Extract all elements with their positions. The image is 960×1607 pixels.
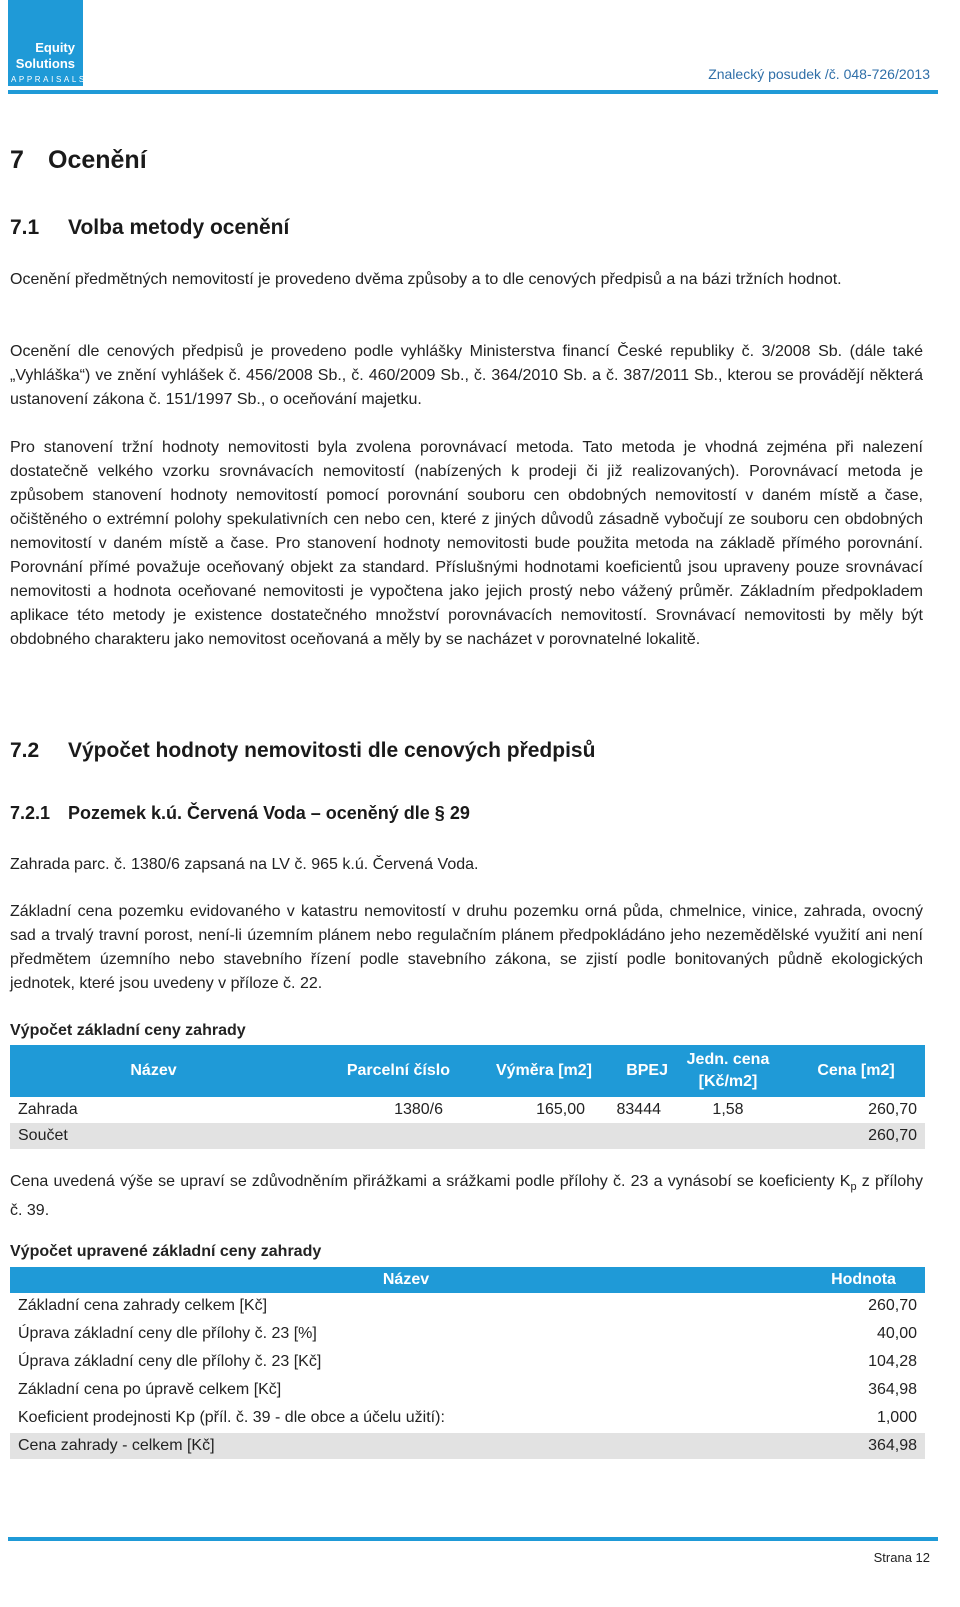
section-heading — [10, 146, 147, 175]
table1-caption: Výpočet základní ceny zahrady — [10, 1022, 246, 1039]
document-reference: Znalecký posudek /č. 048-726/2013 — [708, 66, 930, 82]
footer-divider — [8, 1537, 938, 1541]
cell-bpej: 83444 — [616, 1101, 661, 1118]
table-row — [10, 1293, 925, 1320]
cell-name: Koeficient prodejnosti Kp (příl. č. 39 - dle obce a účelu užití): — [10, 1404, 802, 1432]
adjusted-price-table — [10, 1267, 925, 1461]
col-header-area: Výměra [m2] — [451, 1045, 593, 1097]
table-row — [10, 1404, 925, 1432]
cell-parcel: 1380/6 — [394, 1101, 443, 1118]
subsubsection-number: 7.2.1 — [10, 803, 51, 823]
col-header-bpej: BPEJ — [593, 1045, 669, 1097]
col-header-nazev: Název — [10, 1267, 802, 1293]
table-row — [10, 1376, 925, 1404]
cell-value: 1,000 — [802, 1404, 925, 1432]
cell-total-label: Cena zahrady - celkem [Kč] — [10, 1432, 802, 1460]
cell-name: Úprava základní ceny dle přílohy č. 23 [%] — [10, 1320, 802, 1348]
base-price-table — [10, 1045, 925, 1149]
subsection-number: 7.1 — [10, 216, 40, 239]
cell-value: 40,00 — [802, 1320, 925, 1348]
paragraph-regulations: Ocenění dle cenových předpisů je provedeno podle vyhlášky Ministerstva financí České republiky č. 3/2008 Sb. (dále také „Vyhláška“) ve znění vyhlášek č. 456/2008 Sb., č. 460/2009 Sb., č. 364/2010 Sb. a č. 387/2011 Sb., kterou se provádějí některá ustanovení zákona č. 151/1997 Sb., o oceňování majetku. — [10, 343, 923, 408]
subsection-title: Volba metody ocenění — [68, 216, 290, 239]
paragraph-parcel: Zahrada parc. č. 1380/6 zapsaná na LV č. 965 k.ú. Červená Voda. — [10, 856, 479, 873]
subsection-title: Výpočet hodnoty nemovitosti dle cenových předpisů — [68, 739, 596, 762]
cell-total-value: 260,70 — [787, 1123, 925, 1149]
col-header-unit-price: Jedn. cena [Kč/m2] — [669, 1045, 787, 1097]
cell-price: 260,70 — [868, 1101, 917, 1118]
cell-total-label: Součet — [10, 1123, 297, 1149]
logo-line1: Equity — [35, 40, 75, 55]
subsection-number: 7.2 — [10, 739, 40, 762]
paragraph-intro: Ocenění předmětných nemovitostí je provedeno dvěma způsoby a to dle cenových předpisů a na bázi tržních hodnot. — [10, 271, 842, 288]
subsection-heading-7-2 — [10, 739, 595, 763]
table-row — [10, 1097, 925, 1123]
table2-caption: Výpočet upravené základní ceny zahrady — [10, 1243, 322, 1260]
section-number: 7 — [10, 146, 24, 174]
table-header-row — [10, 1267, 925, 1293]
section-title: Ocenění — [48, 146, 147, 174]
subsection-heading-7-1 — [10, 216, 289, 240]
cell-name: Zahrada — [18, 1101, 78, 1118]
cell-area: 165,00 — [536, 1101, 585, 1118]
cell-total-value: 364,98 — [802, 1432, 925, 1460]
cell-name: Úprava základní ceny dle přílohy č. 23 [Kč] — [10, 1348, 802, 1376]
logo-line2: Solutions — [15, 56, 75, 71]
paragraph-method: Pro stanovení tržní hodnoty nemovitosti byla zvolena porovnávací metoda. Tato metoda je vhodná zejména při nalezení dostatečně velkého vzorku srovnávacích nemovitostí (nabízených k prodeji či již realizovaných). Porovnávací metoda je způsobem stanovení hodnoty nemovitostí pomocí porovnání souboru cen obdobných nemovitostí v daném místě a čase, očištěného o extrémní polohy spekulativních cen nebo cen, které z jiných důvodů zásadně vybočují ze souboru cen obdobných nemovitostí v daném místě a čase. Pro stanovení hodnoty nemovitosti bude použita metoda na základě přímého porovnání. Porovnání přímé považuje oceňovaný objekt za standard. Příslušnými hodnotami koeficientů jsou upraveny pouze srovnávací nemovitosti a hodnota oceňované nemovitosti je vypočtena jako jejich prostý nebo vážený průměr. Základním předpokladem aplikace této metody je existence dostatečného množství porovnávacích nemovitostí. Srovnávací nemovitosti by měly být obdobného charakteru jako nemovitost oceňovaná a měly by se nacházet v porovnatelné lokalitě. — [10, 439, 923, 648]
table-total-row — [10, 1123, 925, 1149]
cell-value: 104,28 — [802, 1348, 925, 1376]
paragraph-adjustment: Cena uvedená výše se upraví se zdůvodněním přirážkami a srážkami podle přílohy č. 23 a vynásobí se koeficienty $K_p$ z přílohy č. 39. — [10, 1173, 923, 1220]
company-logo — [8, 0, 87, 86]
header-divider — [8, 90, 938, 94]
cell-value: 260,70 — [802, 1293, 925, 1320]
table-total-row — [10, 1432, 925, 1460]
subsubsection-title: Pozemek k.ú. Červená Voda – oceněný dle § 29 — [68, 803, 470, 823]
col-header-nazev: Název — [10, 1045, 297, 1097]
col-header-value: Hodnota — [802, 1267, 925, 1293]
table-header-row — [10, 1045, 925, 1097]
col-header-parcel: Parcelní číslo — [297, 1045, 451, 1097]
subsubsection-heading-7-2-1 — [10, 803, 470, 824]
logo-line3: APPRAISALS — [11, 75, 87, 84]
table-row — [10, 1348, 925, 1376]
cell-unit-price: 1,58 — [712, 1101, 744, 1118]
cell-name: Základní cena po úpravě celkem [Kč] — [10, 1376, 802, 1404]
cell-value: 364,98 — [802, 1376, 925, 1404]
paragraph-base-price: Základní cena pozemku evidovaného v katastru nemovitostí v druhu pozemku orná půda, chmelnice, vinice, zahrada, ovocný sad a trvalý travní porost, není-li územním plánem nebo regulačním plánem předpokládáno jeho nezemědělské využití ani není předmětem územního nebo stavebního řízení podle stavebního zákona, se zjistí podle bonitovaných půdně ekologických jednotek, které jsou uvedeny v příloze č. 22. — [10, 903, 923, 992]
table-row — [10, 1320, 925, 1348]
page-number: Strana 12 — [873, 1550, 930, 1565]
cell-name: Základní cena zahrady celkem [Kč] — [10, 1293, 802, 1320]
col-header-price: Cena [m2] — [787, 1045, 925, 1097]
